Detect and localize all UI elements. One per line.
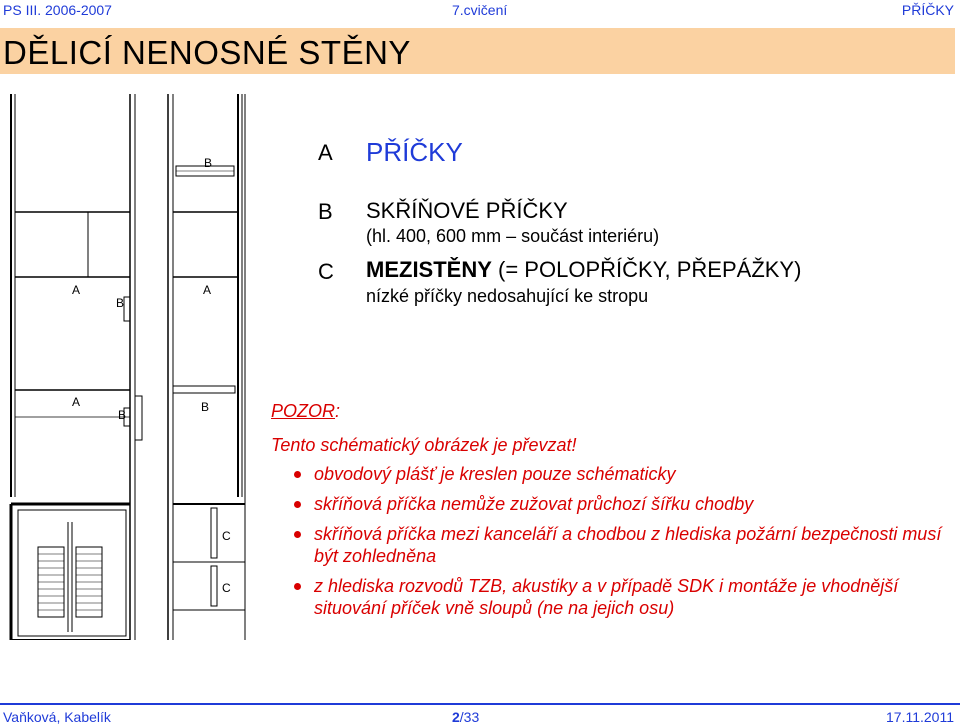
course-label: PS III. 2006-2007 bbox=[3, 2, 112, 18]
warning-text: Tento schématický obrázek je převzat! bbox=[271, 435, 577, 455]
list-item: z hlediska rozvodů TZB, akustiky a v případě SDK i montáže je vhodnější situování příček vně sloupů (ne na jejich osu) bbox=[288, 575, 948, 619]
item-title-a: PŘÍČKY bbox=[366, 137, 463, 167]
warning-label bbox=[271, 401, 340, 422]
plan-label-a: A bbox=[72, 283, 81, 297]
item-title-c-rest: (= POLOPŘÍČKY, PŘEPÁŽKY) bbox=[491, 257, 802, 282]
warning-list bbox=[288, 463, 948, 627]
list-item: skříňová příčka nemůže zužovat průchozí šířku chodby bbox=[288, 493, 948, 515]
footer-bar bbox=[0, 703, 960, 727]
item-sub-c: nízké příčky nedosahující ke stropu bbox=[366, 286, 649, 306]
topic-label: PŘÍČKY bbox=[901, 2, 954, 18]
plan-label-c: C bbox=[222, 529, 231, 543]
page-number bbox=[452, 709, 479, 725]
bullet-icon bbox=[294, 583, 301, 590]
item-title-c bbox=[366, 257, 801, 283]
item-letter-b: B bbox=[318, 199, 333, 224]
page-current: 2 bbox=[452, 709, 460, 725]
plan-label-a: A bbox=[203, 283, 212, 297]
page-title: DĚLICÍ NENOSNÉ STĚNY bbox=[3, 34, 411, 71]
bullet-icon bbox=[294, 471, 301, 478]
item-sub-b: (hl. 400, 600 mm – součást interiéru) bbox=[366, 226, 660, 246]
plan-label-a: A bbox=[72, 395, 81, 409]
bullet-icon bbox=[294, 501, 301, 508]
bullet-icon bbox=[294, 531, 301, 538]
title-bar bbox=[0, 28, 955, 74]
list-item: skříňová příčka mezi kanceláří a chodbou z hlediska požární bezpečnosti musí být zohledněna bbox=[288, 523, 948, 567]
list-item: obvodový plášť je kreslen pouze schématicky bbox=[288, 463, 948, 485]
item-letter-c: C bbox=[318, 259, 334, 284]
lesson-label: 7.cvičení bbox=[452, 2, 508, 18]
header-bar bbox=[0, 0, 960, 20]
plan-label-b: B bbox=[116, 296, 125, 310]
plan-label-b: B bbox=[118, 408, 127, 422]
item-letter-a: A bbox=[318, 140, 333, 165]
plan-label-c: C bbox=[222, 581, 231, 595]
warning-label-colon: : bbox=[335, 401, 341, 421]
item-title-b: SKŘÍŇOVÉ PŘÍČKY bbox=[366, 198, 568, 223]
footer-date: 17.11.2011 bbox=[886, 709, 954, 725]
warning-label-word: POZOR bbox=[271, 401, 336, 421]
plan-label-b: B bbox=[201, 400, 210, 414]
item-title-c-main: MEZISTĚNY bbox=[366, 257, 492, 282]
plan-label-b: B bbox=[204, 156, 213, 170]
footer-authors: Vaňková, Kabelík bbox=[3, 709, 111, 725]
page-total: /33 bbox=[459, 709, 480, 725]
floor-plan-drawing bbox=[8, 92, 260, 640]
